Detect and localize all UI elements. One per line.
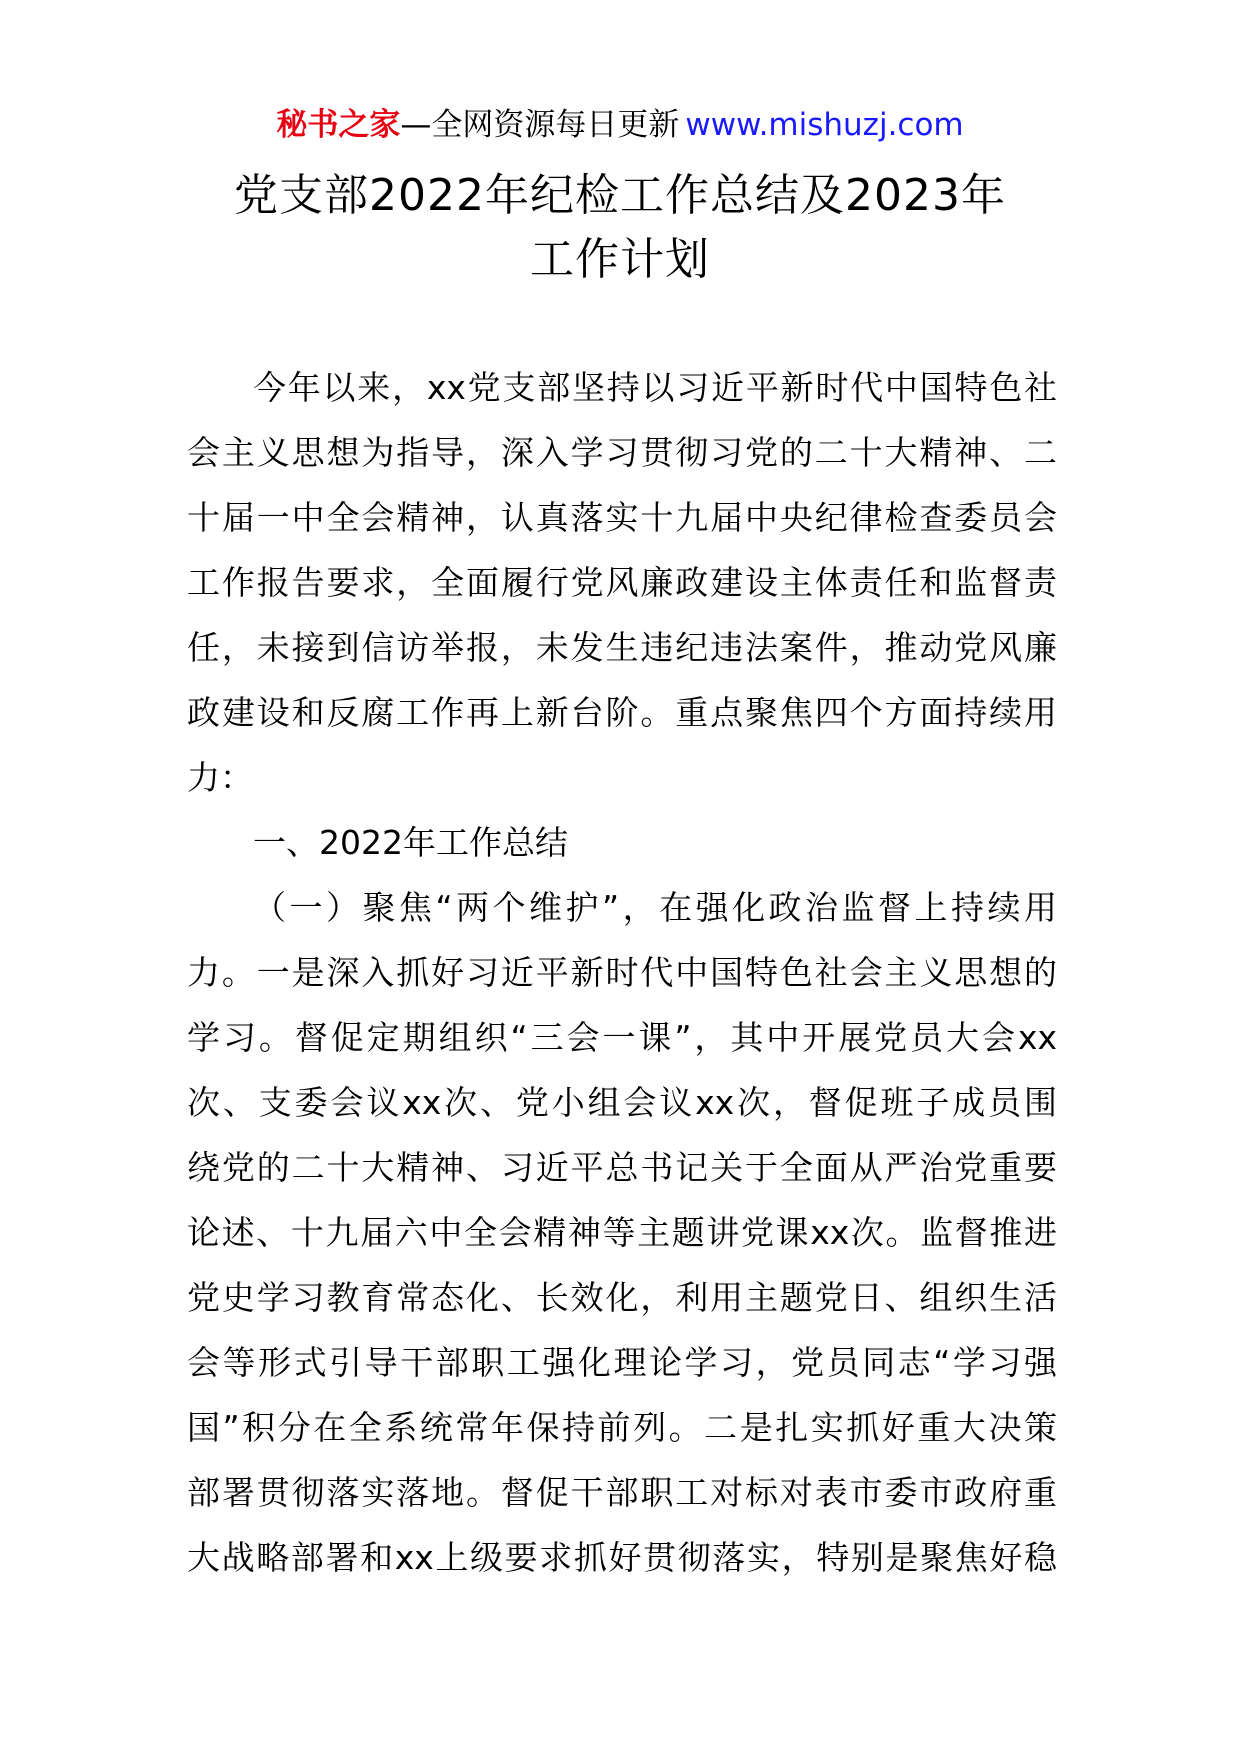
body-line: 十届一中全会精神，认真落实十九届中央纪律检查委员会 <box>187 498 1057 537</box>
watermark-header <box>0 104 1240 146</box>
header-url-link[interactable]: www.mishuzj.com <box>685 107 964 143</box>
body-line: 大战略部署和xx上级要求抓好贯彻落实，特别是聚焦好稳 <box>187 1538 1057 1577</box>
body-line: 工作报告要求，全面履行党风廉政建设主体责任和监督责 <box>187 563 1057 602</box>
body-line: 部署贯彻落实落地。督促干部职工对标对表市委市政府重 <box>187 1473 1057 1512</box>
title-line-1: 党支部2022年纪检工作总结及2023年 <box>234 170 1006 221</box>
title-line-2: 工作计划 <box>530 234 710 285</box>
document-title <box>0 164 1240 292</box>
subsection-heading: （一）聚焦“两个维护”，在强化政治监督上持续用 <box>253 888 1057 927</box>
body-line: 任，未接到信访举报，未发生违纪违法案件，推动党风廉 <box>187 628 1057 667</box>
body-line: 绕党的二十大精神、习近平总书记关于全面从严治党重要 <box>187 1148 1057 1187</box>
body-line: 学习。督促定期组织“三会一课”，其中开展党员大会xx <box>187 1018 1057 1057</box>
document-body <box>187 355 1057 1590</box>
body-line: 论述、十九届六中全会精神等主题讲党课xx次。监督推进 <box>187 1213 1057 1252</box>
body-line: 力。一是深入抓好习近平新时代中国特色社会主义思想的 <box>187 953 1057 992</box>
body-line: 次、支委会议xx次、党小组会议xx次，督促班子成员围 <box>187 1083 1057 1122</box>
header-tagline: —全网资源每日更新 <box>400 107 680 143</box>
body-line: 会主义思想为指导，深入学习贯彻习党的二十大精神、二 <box>187 433 1057 472</box>
body-line: 党史学习教育常态化、长效化，利用主题党日、组织生活 <box>187 1278 1057 1317</box>
body-line: 今年以来，xx党支部坚持以习近平新时代中国特色社 <box>253 368 1057 407</box>
body-line: 会等形式引导干部职工强化理论学习，党员同志“学习强 <box>187 1343 1057 1382</box>
body-line: 力： <box>187 758 253 797</box>
body-line: 政建设和反腐工作再上新台阶。重点聚焦四个方面持续用 <box>187 693 1057 732</box>
header-brand: 秘书之家 <box>276 107 401 143</box>
body-line: 国”积分在全系统常年保持前列。二是扎实抓好重大决策 <box>187 1408 1057 1447</box>
section-heading: 一、2022年工作总结 <box>253 823 568 862</box>
